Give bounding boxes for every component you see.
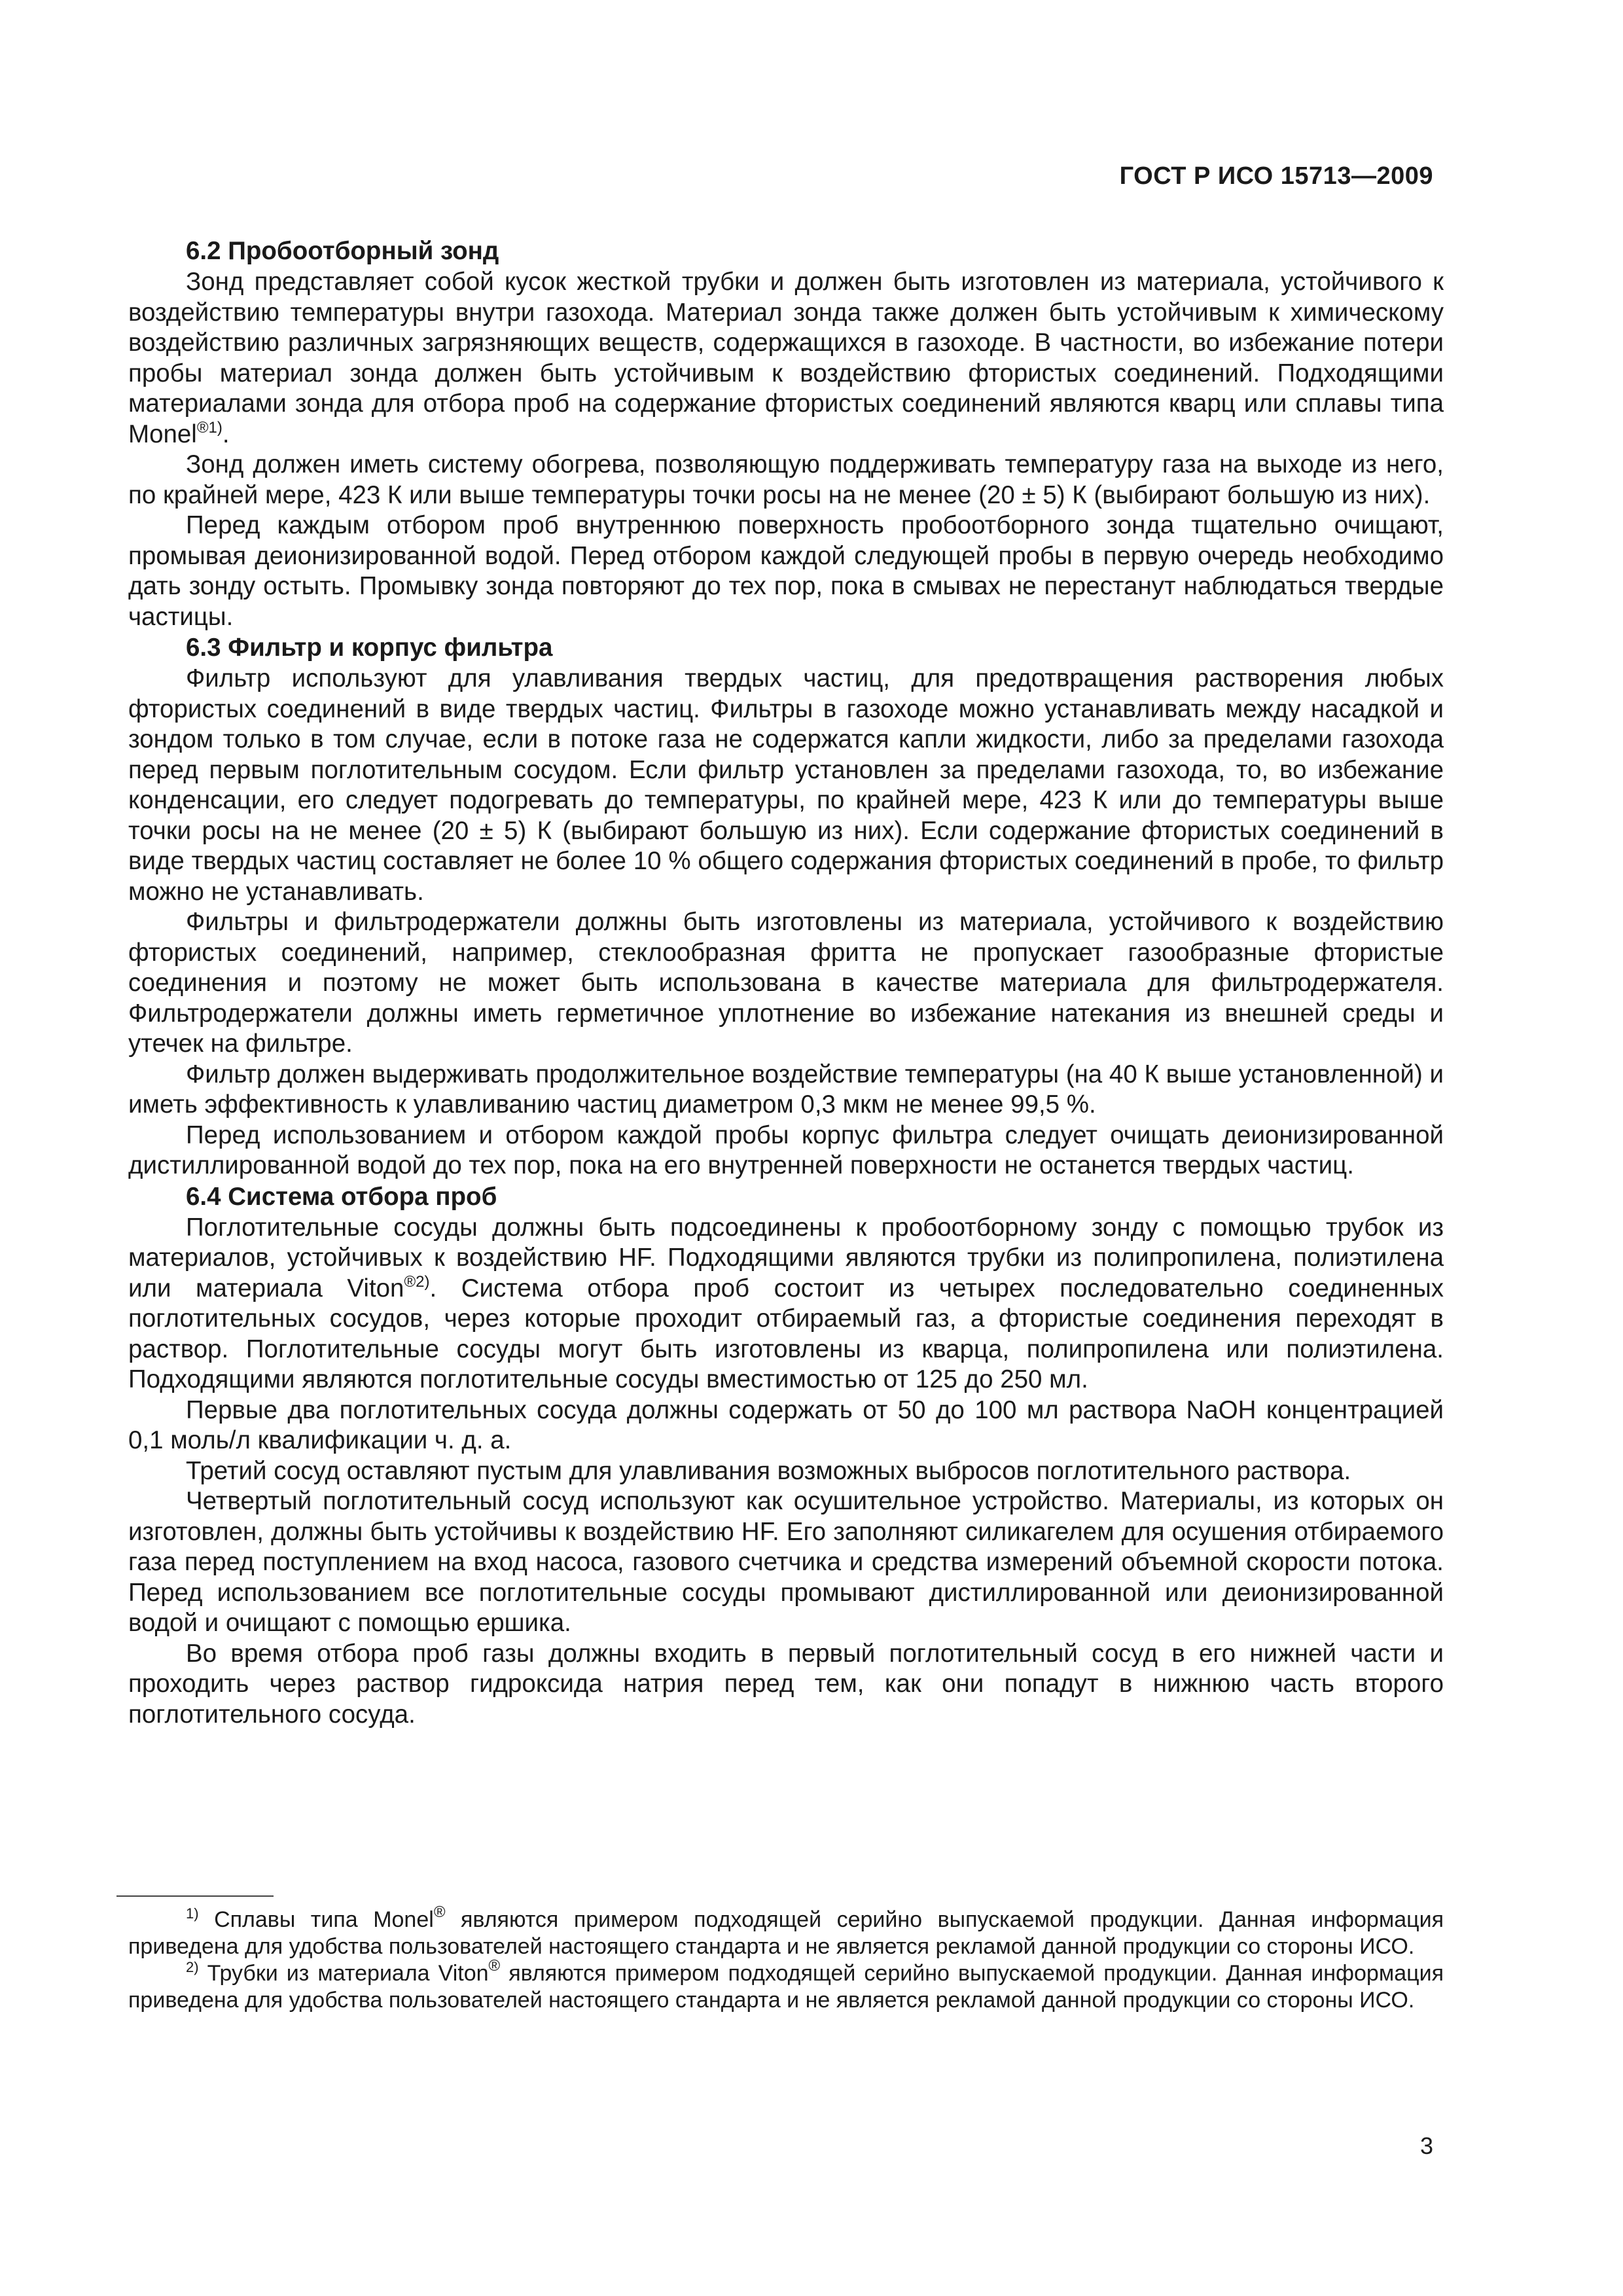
section-heading-6-2: 6.2 Пробоотборный зонд — [186, 237, 499, 265]
paragraph: Фильтры и фильтродержатели должны быть изготовлены из материала, устойчивого к воздействию фтористых соединений, например, стеклообразная фритта не пропускает газообразные фтористые соединения и поэтому не может быть использована в качестве материала для фильтродержателя. Фильтродержатели должны иметь герметичное уплотнение во избежание натекания из внешней среды и утечек на фильтре. — [128, 908, 1444, 1058]
paragraph: Зонд представляет собой кусок жесткой трубки и должен быть изготовлен из материала, устойчивого к воздействию температуры внутри газохода. Материал зонда также должен быть устойчивым к химическому воздействию различных загрязняющих веществ, содержащихся в газоходе. В частности, во избежание потери пробы материал зонда должен быть устойчивым к воздействию фтористых соединений. Подходящими материалами зонда для отбора проб на содержание фтористых соединений являются кварц или сплавы типа Monel$^{®1)}$. — [128, 268, 1444, 448]
footnote-separator — [116, 1895, 274, 1897]
footnote-1: $^{1)}$ Сплавы типа Monel® являются примером подходящей серийно выпускаемой продукции. Данная информация приведена для удобства пользователей настоящего стандарта и не является рекламой данной продукции со стороны ИСО. — [128, 1903, 1444, 1959]
footnotes — [128, 1903, 1444, 2014]
section-heading-6-3: 6.3 Фильтр и корпус фильтра — [186, 634, 553, 662]
paragraph: Четвертый поглотительный сосуд используют как осушительное устройство. Материалы, из которых он изготовлен, должны быть устойчивы к воздействию HF. Его заполняют силикагелем для осушения отбираемого газа перед поступлением на вход насоса, газового счетчика и средства измерений объемной скорости потока. Перед использованием все поглотительные сосуды промывают дистиллированной или деионизированной водой и очищают с помощью ершика. — [128, 1487, 1444, 1637]
paragraph: Во время отбора проб газы должны входить в первый поглотительный сосуд в его нижней части и проходить через раствор гидроксида натрия перед тем, как они попадут в нижнюю часть второго поглотительного сосуда. — [128, 1639, 1444, 1729]
paragraph: Поглотительные сосуды должны быть подсоединены к пробоотборному зонду с помощью трубок из материалов, устойчивых к воздействию HF. Подходящими являются трубки из полипропилена, полиэтилена или материала Viton$^{®2)}$. Система отбора проб состоит из четырех последовательно соединенных поглотительных сосудов, через которые проходит отбираемый газ, а фтористые соединения переходят в раствор. Поглотительные сосуды могут быть изготовлены из кварца, полипропилена или полиэтилена. Подходящими являются поглотительные сосуды вместимостью от 125 до 250 мл. — [128, 1213, 1444, 1393]
paragraph: Фильтр должен выдерживать продолжительное воздействие температуры (на 40 К выше установленной) и иметь эффективность к улавливанию частиц диаметром 0,3 мкм не менее 99,5 %. — [128, 1060, 1444, 1119]
page-number: 3 — [1419, 2132, 1433, 2159]
document-body — [128, 236, 1444, 1730]
footnote-2: $^{2)}$ Трубки из материала Viton® являются примером подходящей серийно выпускаемой продукции. Данная информация приведена для удобства пользователей настоящего стандарта и не является рекламой данной продукции со стороны ИСО. — [128, 1957, 1444, 2013]
footnote-ref[interactable]: ®1) — [196, 418, 223, 437]
document-header: ГОСТ Р ИСО 15713—2009 — [1119, 162, 1433, 190]
paragraph: Фильтр используют для улавливания твердых частиц, для предотвращения растворения любых фтористых соединений в виде твердых частиц. Фильтры в газоходе можно устанавливать между насадкой и зондом только в том случае, если в потоке газа не содержатся капли жидкости, либо за пределами газохода перед первым поглотительным сосудом. Если фильтр установлен за пределами газохода, то, во избежание конденсации, его следует подогревать до температуры, по крайней мере, 423 К или до температуры выше точки росы на не менее (20 ± 5) К (выбирают большую из них). Если содержание фтористых соединений в виде твердых частиц составляет не более 10 % общего содержания фтористых соединений в пробе, то фильтр можно не устанавливать. — [128, 664, 1444, 906]
paragraph: Перед использованием и отбором каждой пробы корпус фильтра следует очищать деионизированной дистиллированной водой до тех пор, пока на его внутренней поверхности не останется твердых частиц. — [128, 1121, 1444, 1179]
paragraph: Третий сосуд оставляют пустым для улавливания возможных выбросов поглотительного раствора. — [186, 1456, 1351, 1485]
footnote-ref[interactable]: ®2) — [404, 1272, 430, 1291]
paragraph: Перед каждым отбором проб внутреннюю поверхность пробоотборного зонда тщательно очищают, промывая деионизированной водой. Перед отбором каждой следующей пробы в первую очередь необходимо дать зонду остыть. Промывку зонда повторяют до тех пор, пока в смывах не перестанут наблюдаться твердые частицы. — [128, 511, 1444, 631]
paragraph: Первые два поглотительных сосуда должны содержать от 50 до 100 мл раствора NaOH концентрацией 0,1 моль/л квалификации ч. д. а. — [128, 1395, 1444, 1454]
paragraph: Зонд должен иметь систему обогрева, позволяющую поддерживать температуру газа на выходе из него, по крайней мере, 423 К или выше температуры точки росы на не менее (20 ± 5) К (выбирают большую из них). — [128, 450, 1444, 509]
section-heading-6-4: 6.4 Система отбора проб — [186, 1182, 497, 1211]
